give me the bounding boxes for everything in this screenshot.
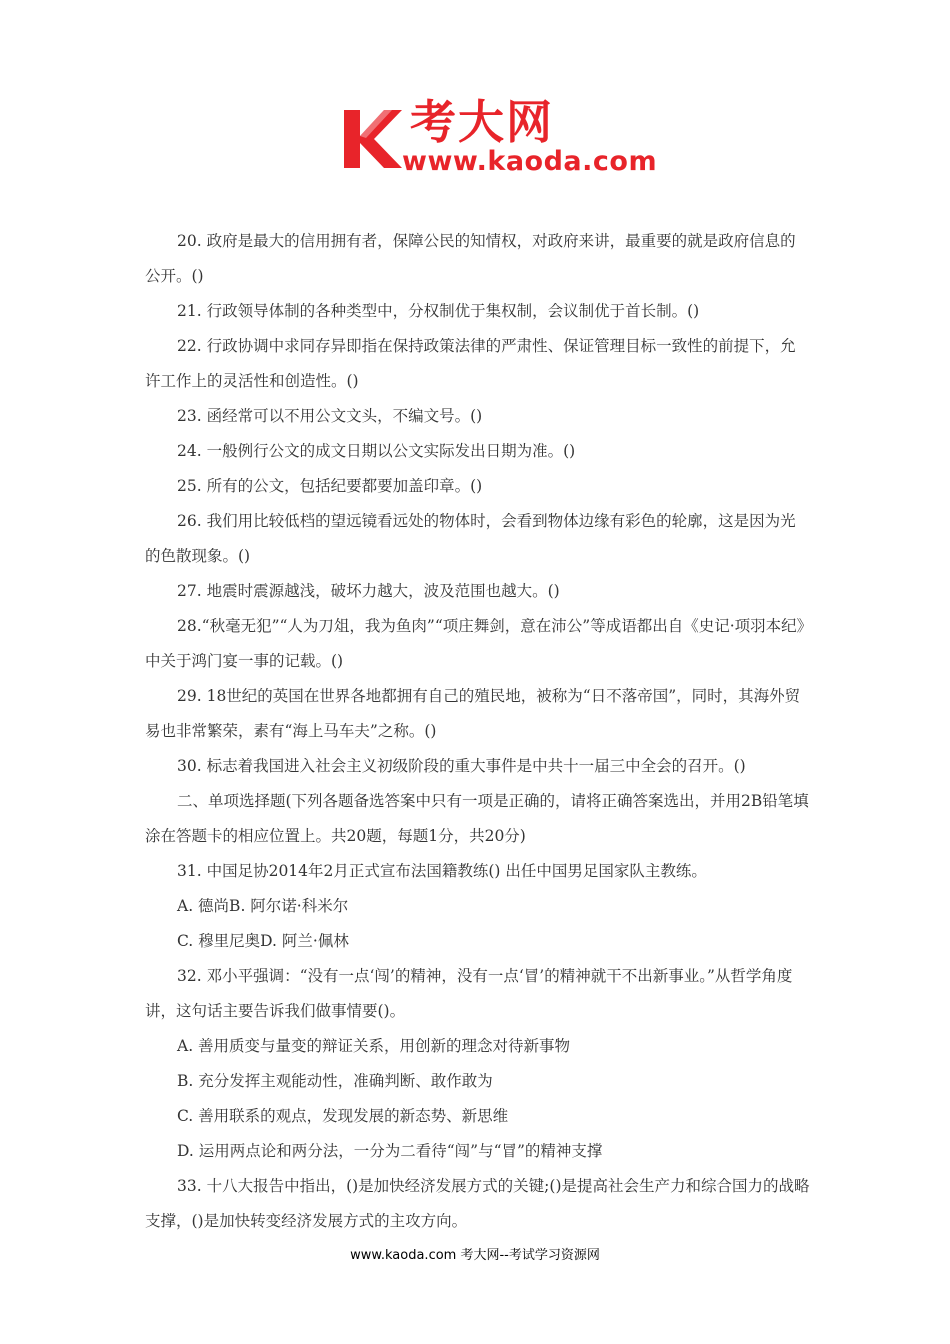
question-31-options-ab: A. 德尚B. 阿尔诺·科米尔 <box>177 897 349 915</box>
logo-brand-name: 考大网 <box>410 95 554 149</box>
question-32-option-b: B. 充分发挥主观能动性，准确判断、敢作敢为 <box>177 1072 493 1090</box>
question-32-option-a: A. 善用质变与量变的辩证关系，用创新的理念对待新事物 <box>177 1037 571 1055</box>
question-23: 23. 函经常可以不用公文文头，不编文号。() <box>177 407 483 425</box>
question-26: 26. 我们用比较低档的望远镜看远处的物体时，会看到物体边缘有彩色的轮廓，这是因为光的色散现象。() <box>145 512 796 565</box>
kaoda-k-logo-icon <box>340 106 406 172</box>
page-footer: www.kaoda.com 考大网--考试学习资源网 <box>350 1248 600 1263</box>
question-32-option-d: D. 运用两点论和两分法，一分为二看待“闯”与“冒”的精神支撑 <box>177 1142 603 1160</box>
logo-brand-url: www.kaoda.com <box>402 146 658 177</box>
site-logo <box>340 96 670 186</box>
question-30: 30. 标志着我国进入社会主义初级阶段的重大事件是中共十一届三中全会的召开。() <box>177 757 746 775</box>
question-21: 21. 行政领导体制的各种类型中，分权制优于集权制，会议制优于首长制。() <box>177 302 700 320</box>
question-28: 28.“秋毫无犯”“人为刀俎，我为鱼肉”“项庄舞剑，意在沛公”等成语都出自《史记·项羽本纪》中关于鸿门宴一事的记载。() <box>145 617 805 670</box>
document-body <box>145 224 810 1239</box>
question-25: 25. 所有的公文，包括纪要都要加盖印章。() <box>177 477 483 495</box>
question-24: 24. 一般例行公文的成文日期以公文实际发出日期为准。() <box>177 442 576 460</box>
question-22: 22. 行政协调中求同存异即指在保持政策法律的严肃性、保证管理目标一致性的前提下，允许工作上的灵活性和创造性。() <box>145 337 796 390</box>
question-33: 33. 十八大报告中指出，()是加快经济发展方式的关键;()是提高社会生产力和综合国力的战略支撑，()是加快转变经济发展方式的主攻方向。 <box>145 1177 810 1230</box>
question-31-options-cd: C. 穆里尼奥D. 阿兰·佩林 <box>177 932 349 950</box>
question-31: 31. 中国足协2014年2月正式宣布法国籍教练() 出任中国男足国家队主教练。 <box>177 862 707 880</box>
question-20: 20. 政府是最大的信用拥有者，保障公民的知情权，对政府来讲，最重要的就是政府信息的公开。() <box>145 232 796 285</box>
question-32: 32. 邓小平强调：“没有一点‘闯’的精神，没有一点‘冒’的精神就干不出新事业。”从哲学角度讲，这句话主要告诉我们做事情要()。 <box>145 967 793 1020</box>
question-32-option-c: C. 善用联系的观点，发现发展的新态势、新思维 <box>177 1107 509 1125</box>
question-27: 27. 地震时震源越浅，破坏力越大，波及范围也越大。() <box>177 582 560 600</box>
section-heading-single-choice: 二、单项选择题(下列各题备选答案中只有一项是正确的，请将正确答案选出，并用2B铅笔填涂在答题卡的相应位置上。共20题，每题1分，共20分) <box>145 792 809 845</box>
question-29: 29. 18世纪的英国在世界各地都拥有自己的殖民地，被称为“日不落帝国”，同时，其海外贸易也非常繁荣，素有“海上马车夫”之称。() <box>145 687 801 740</box>
